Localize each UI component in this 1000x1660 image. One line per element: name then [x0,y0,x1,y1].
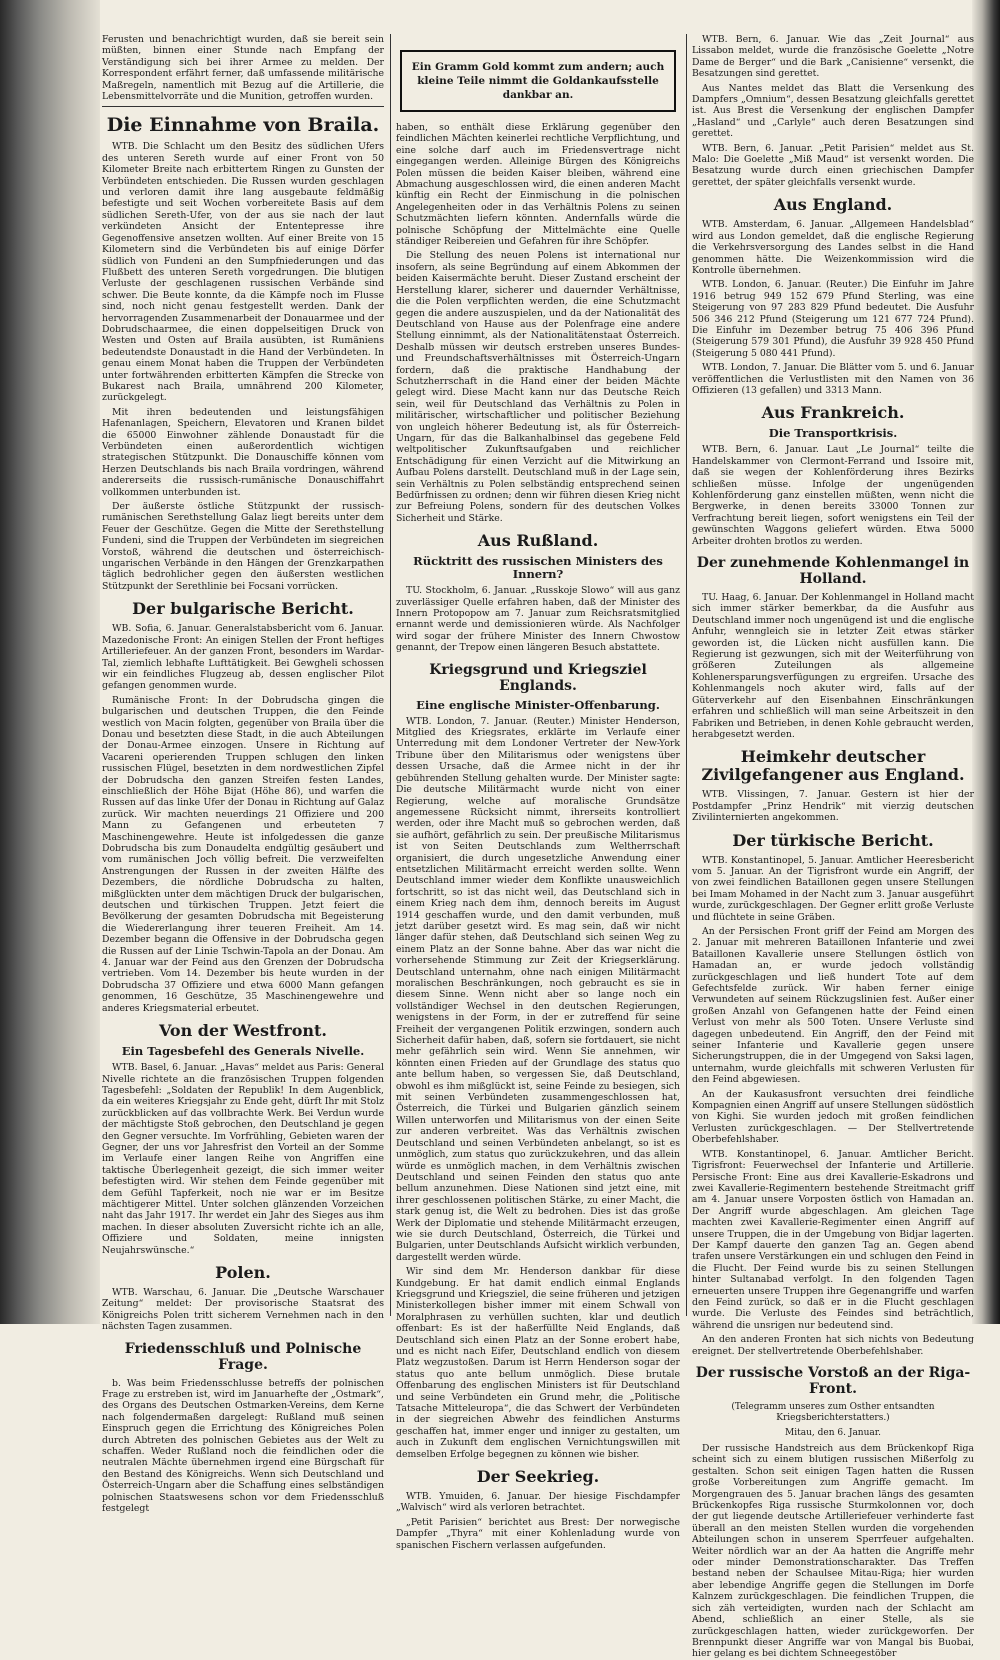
scan-edge-right [972,0,1000,1324]
article-paragraph: TU. Haag, 6. Januar. Der Kohlenmangel in Holland macht sich immer stärker bemerkbar, da die Ausfuhr aus Deutschland immer noch ungenügend ist und die englische Anfuhr, wenngleich sie in letzter Zeit etwas stärker geworden ist, die Lücken nicht ausfüllen kann. Die Regierung ist gezwungen, sich mit der Weiterführung von größeren Zuteilungen als allgemeine Kohlenersparungsverfügungen zu ergreifen. Ursache des Kohlenmangels noch akuter wird, falls auf der Güterverkehr auf den Eisenbahnen Einschränkungen erfahren und schließlich will man seine Arbeitszeit in den Fabriken und Betrieben, in denen Kohle gebraucht werden, herabgesetzt werden. [692,592,974,740]
kriegsgrund-subheadline: Eine englische Minister-Offenbarung. [416,697,660,712]
riga-headline: Der russische Vorstoß an der Riga-Front. [695,1365,971,1397]
riga-subheadline: (Telegramm unseres zum Osther entsandten Kriegsberichterstatters.) [731,1402,935,1423]
scan-edge-left [0,0,100,1324]
intro-paragraph: Ferusten und benachrichtigt wurden, daß sie bereit sein müßten, binnen einer Stunde nach Empfang der Verständigung sich bei ihrer Armee zu melden. Der Korrespondent erfährt ferner, daß umfassende militärische Maßregeln, namentlich mit Bezug auf die Artillerie, die Lebensmittelvorräte und die Munition, getroffen wurden. [102,34,384,103]
braila-headline: Die Einnahme von Braila. [106,114,380,137]
article-paragraph: WTB. Bern, 6. Januar. „Petit Parisien“ meldet aus St. Malo: Die Goelette „Miß Maud“ ist versenkt worden. Die Besatzung wurde durch einen griechischen Dampfer gerettet, der später gleichfalls versenkt wurde. [692,142,974,188]
article-paragraph: Die Stellung des neuen Polens ist international nur insofern, als seine Begründung auf einem Abkommen der beiden Kaisermächte beruht. Dieser Zustand erscheint der Herstellung klarer, sicherer und dauernder Verhältnisse, die die Polen verpflichten werden, die eine Schutzmacht gegen die andere auszuspielen, und da der Nationalität des Deutschland von Hause aus der Polenfrage eine andere Stellung einnimmt, als der Nationalitätenstaat Österreich. Deshalb müssen wir deutsch erstreben unseres Bundes- und Freundschaftsverhältnisses mit Österreich-Ungarn fordern, daß die praktische Handhabung der Schutzherrschaft in die Hand einer der beiden Mächte gelegt wird. Diese Macht kann nur das Deutsche Reich sein, weil für Deutschland das Verhältnis zu Polen in militärischer, wirtschaftlicher und politischer Beziehung von ungleich höherer Bedeutung ist, als für Österreich-Ungarn, für das die Balkanhalbinsel das gegebene Feld weltpolitischer Zukunftsaufgaben und reichlicher Entschädigung für einen Verzicht auf die Mitwirkung an Aufbau Polens darstellt. Deutschland muß in der Lage sein, sein Verhältnis zu Polen selbständig entsprechend seinen Bedürfnissen zu ordnen; denn wir führen diesen Krieg nicht zur Befreiung Polens, sondern für des deutschen Volkes Sicherheit und Stärke. [396,250,680,524]
article-paragraph: Der russische Handstreich aus dem Brückenkopf Riga scheint sich zu einem blutigen russischen Mißerfolg zu gestalten. Schon seit einigen Tagen hatten die Russen große Vorbereitungen zum Angriffe gemacht. Im Morgengrauen des 5. Januar brachen längs des gesamten Brückenkopfes Riga russische Sturmkolonnen vor, doch der gut liegende deutsche Artilleriefeuer verhinderte fast überall an den meisten Stellen wurden die vorgehenden Abteilungen schon in unserem Sperrfeuer aufgehalten. Weiter nördlich war an der Aa hatten die Angriffe mehr oder minder Demonstrationscharakter. Das Treffen bestand neben der Schaulsee Mitau-Riga; hier wurden aber lebendige Angriffe gegen die Stellungen im Dorfe Kalnzem zurückgeschlagen. Die feindlichen Truppen, die sich zäh verteidigten, wurden nach der Schlacht am Abend, schließlich an einer Stelle, als sie zurückgeschlagen hatten, wieder zurückgeworfen. Der Brennpunkt dieser Angriffe war von Mangal bis Buobai, hier gelang es bei dichtem Schneegestöber [692,1443,974,1660]
article-paragraph: WTB. Bern, 6. Januar. Laut „Le Journal“ teilte die Handelskammer von Clermont-Ferrand und Issoire mit, daß sie wegen der Kohlenförderung ihres Bezirks schließen müsse. Infolge der ungenügenden Kohlenförderung ganz einstellen müßten, wenn nicht die Bergwerke, in denen bereits 33000 Tonnen zur Verfrachtung bereit liegen, sofort wenigstens ein Teil der gewünschten Waggons geliefert würden. Etwa 5000 Arbeiter drohten brotlos zu werden. [692,444,974,547]
article-paragraph: WB. Sofia, 6. Januar. Generalstabsbericht vom 6. Januar. Mazedonische Front: An einigen Stellen der Front heftiges Artilleriefeuer. An der ganzen Front, besonders im Wardar-Tal, ziemlich lebhafte Lufttätigkeit. Bei Gewgheli schossen wir ein feindliches Flugzeug ab, dessen englischer Pilot gefangen genommen wurde. [102,623,384,692]
westfront-headline: Von der Westfront. [158,1021,327,1041]
article-paragraph: WTB. Vlissingen, 7. Januar. Gestern ist hier der Postdampfer „Prinz Hendrik“ mit vierzig deutschen Zivilinternierten angekommen. [692,789,974,824]
article-paragraph: WTB. London, 7. Januar. Die Blätter vom 5. und 6. Januar veröffentlichen die Verlustlisten mit den Namen von 36 Offizieren (13 gefallen) und 3313 Mann. [692,362,974,396]
tuerkei-headline: Der türkische Bericht. [732,830,934,850]
england-headline: Aus England. [773,195,893,215]
article-paragraph: WTB. Die Schlacht um den Besitz des südlichen Ufers des unteren Sereth wurde auf einer Front von 50 Kilometer Breite nach erbittertem Ringen zu Gunsten der Verbündeten entschieden. Die Russen wurden geschlagen und verloren damit ihre lang ausgebaute feldmäßig befestigte und seit Wochen vorbereitete Basis auf dem südlichen Sereth-Ufer, von der aus sie nach der laut verkündeten Ansicht der Ententepresse ihre Gegenoffensive ansetzen wollten. Auf einer Breite von 15 Kilometern sind die Verbündeten bis auf einige Dörfer südlich von Fundeni an den Sumpfniederungen und das Flußbett des unteren Sereth vorgedrungen. Die blutigen Verluste der geschlagenen russischen Verbände sind schwer. Die Beute konnte, da die Kämpfe noch im Flusse sind, noch nicht genau festgestellt werden. Dank der hervorragenden Zusammenarbeit der Donauarmee und der Dobrudschaarmee, die einen doppelseitigen Druck von Westen und Osten auf Braila ausübten, ist Rumäniens bedeutendste Donaustadt in die Hand der Verbündeten. In genau einem Monat haben die Truppen der Verbündeten unter fortwährenden erbitterten Kämpfen die Strecke von Bukarest nach Braila, umnährend 200 Kilometer, zurückgelegt. [102,141,384,404]
article-paragraph: Mit ihren bedeutenden und leistungsfähigen Hafenanlagen, Speichern, Elevatoren und Kranen bildet die 65000 Einwohner zählende Donaustadt für die Verbündeten einen außerordentlich wichtigen strategischen Stützpunkt. Die Donauschiffe können vom Herzen Deutschlands bis nach Braila vordringen, während andererseits die russisch-rumänische Donauschiffahrt vollkommen unterbunden ist. [102,406,384,498]
article-paragraph: „Petit Parisien“ berichtet aus Brest: Der norwegische Dampfer „Thyra“ mit einer Kohlenladung wurde von spanischen Fischern verlassen aufgefunden. [396,1516,680,1551]
frankreich-subheadline: Die Transportkrisis. [768,426,898,441]
section-divider [102,106,384,107]
bulgarian-report-headline: Der bulgarische Bericht. [132,599,354,619]
article-paragraph: WTB. London, 6. Januar. (Reuter.) Die Einfuhr im Jahre 1916 betrug 949 152 679 Pfund Sterling, was eine Steigerung von 97 283 829 Pfund bedeutet. Die Ausfuhr 506 346 212 Pfund (Steigerung um 121 677 724 Pfund). Die Einfuhr im Dezember betrug 75 406 396 Pfund (Steigerung 579 301 Pfund), die Ausfuhr 39 928 450 Pfund (Steigerung 5 080 441 Pfund). [692,279,974,359]
article-paragraph: TU. Stockholm, 6. Januar. „Russkoje Slowo“ will aus ganz zuverlässiger Quelle erfahren haben, daß der Minister des Innern Protopopow am 7. Januar zum Reichsratsmitglied ernannt werde und demissionieren würde. Als Nachfolger wird sogar der frühere Minister des Innern Chwostow genannt, der Trepow einen längeren Besuch abstattete. [396,585,680,654]
article-paragraph: WTB. Basel, 6. Januar. „Havas“ meldet aus Paris: General Nivelle richtete an die französischen Truppen folgenden Tagesbefehl: „Soldaten der Republik! In dem Augenblick, da ein weiteres Kriegsjahr zu Ende geht, dürft Ihr mit Stolz zurückblicken auf das vollbrachte Werk. Bei Verdun wurde der mächtigste Stoß gebrochen, den Deutschland je gegen den Gegner versuchte. Im Vorfrühling, Gebieten waren der Gegner, der uns vor Jahresfrist den Vorteil an der Somme im Verlaufe einer langen Reihe von Angriffen eine taktische Überlegenheit gezeigt, die sich immer weiter befestigten wird. Wir stehen dem Feinde gegenüber mit dem Gefühl Tapferkeit, noch nie war er im Besitze mächtigerer Mittel. Unter solchen glänzenden Vorzeichen naht das Jahr 1917. Ihr werdet ein Jahr des Sieges aus ihm machen. In dieser absoluten Zuversicht richte ich an alle, Offiziere und Soldaten, meine innigsten Neujahrswünsche.“ [102,1062,384,1256]
right-column [692,34,974,1660]
article-paragraph: WTB. Bern, 6. Januar. Wie das „Zeit Journal“ aus Lissabon meldet, wurde die französische Goelette „Notre Dame de Berger“ und die Bark „Canisienne“ versenkt, die Besatzungen sind gerettet. [692,34,974,80]
article-paragraph: Der äußerste östliche Stützpunkt der russisch-rumänischen Serethstellung Galaz liegt bereits unter dem Feuer der Geschütze. Gegen die Mitte der Serethstellung Fundeni, sind die Truppen der Verbündeten im siegreichen Vorstoß, während die deutschen und österreichisch-ungarischen Verbände in den Hängen der Grenzkarpathen täglich bedrohlicher gegen den äußersten westlichen Stützpunkt der Serethlinie bei Focsani vorrücken. [102,501,384,592]
heimkehr-headline: Heimkehr deutscher Zivilgefangener aus England. [701,747,965,785]
gold-notice-box: Ein Gramm Gold kommt zum andern; auch kleine Teile nimmt die Goldankaufsstelle dankbar an. [400,50,676,112]
article-paragraph: haben, so enthält diese Erklärung gegenüber den feindlichen Mächten keinerlei rechtliche Verpflichtung, und eine solche darf auch im Friedensvertrage nicht eingegangen werden. Alleinige Bürgen des Königreichs Polen müssen die beiden Kaiser bleiben, während eine Abmachung ausgeschlossen wird, die einen anderen Macht künftig ein Recht der Einmischung in die polnischen Angelegenheiten oder in das Verhältnis Polens zu seinen Schutzmächten liefern könnten. Andernfalls würde die polnische Schöpfung der Mittelmächte eine Quelle ständiger Reibereien und Gefahren für ihre Schöpfer. [396,122,680,248]
left-column [102,34,384,1515]
article-paragraph: WTB. Konstantinopel, 6. Januar. Amtlicher Bericht. Tigrisfront: Feuerwechsel der Infanterie und Artillerie. Persische Front: Eine aus drei Kavallerie-Eskadrons und zwei Kavallerie-Regimentern bestehende Streitmacht griff am 4. Januar unsere Vorposten östlich von Hamadan an. Der Angriff wurde abgeschlagen. Am gleichen Tage machten zwei Kavallerie-Regimenter einen Angriff auf unsere Truppen, die in der Umgebung von Bidjar lagerten. Der Kampf dauerte den ganzen Tag an. Gegen abend trafen unsere Verstärkungen ein und schlugen den Feind in die Flucht. Der Feind wurde bis zu seinen Stellungen hinter Sultanabad verfolgt. In den folgenden Tagen erneuerten unsere Truppen ihre Gegenangriffe und warfen den Feind zurück, so daß er in die Flucht geschlagen wurde. Die Verluste des Feindes sind beträchtlich, während die unsrigen nur bedeutend sind. [692,1148,974,1331]
seekrieg-headline: Der Seekrieg. [476,1467,600,1487]
article-paragraph: An der Kaukasusfront versuchten drei feindliche Kompagnien einen Angriff auf unsere Stellungen südöstlich von Kighi. Sie wurden jedoch mit großen feindlichen Verlusten zurückgeschlagen. — Der Stellvertretende Oberbefehlshaber. [692,1088,974,1146]
article-paragraph: WTB. Amsterdam, 6. Januar. „Allgemeen Handelsblad“ wird aus London gemeldet, daß die englische Regierung die Verkehrsversorgung des Landes selbst in die Hand genommen hätte. Die Weizenkommission wird die Kontrolle übernehmen. [692,219,974,276]
holland-headline: Der zunehmende Kohlenmangel in Holland. [696,555,970,588]
article-paragraph: WTB. Ymuiden, 6. Januar. Der hiesige Fischdampfer „Walvisch“ wird als verloren betrachtet. [396,1491,680,1514]
polen-headline: Polen. [215,1263,271,1282]
frankreich-headline: Aus Frankreich. [761,403,905,423]
article-paragraph: Rumänische Front: In der Dobrudscha gingen die bulgarischen und deutschen Truppen, die den Feinde westlich von Macin folgten, gegenüber von Braila über die Donau und besetzten diese Stadt, in die auch Abteilungen der Donau-Armee einzogen. Unsere in Richtung auf Vacareni operierenden Truppen schlugen den linken russischen Flügel, besetzten in dem nordwestlichen Zipfel der Dobrudscha den ganzen Streifen festen Landes, einschließlich der Höhe Bijat (Höhe 86), und warfen die Russen auf das linke Ufer der Donau in Richtung auf Galaz zurück. Wir machten neuerdings 21 Offiziere und 200 Mann zu Gefangenen und erbeuteten 7 Maschinengewehre. Heute ist infolgedessen die ganze Dobrudscha bis zum Donaudelta endgültig gesäubert und vom rumänischen Joch völlig befreit. Die verzweifelten Anstrengungen der Russen in der zweiten Hälfte des Dezembers, die nördliche Dobrudscha zu halten, mißglückten unter dem mächtigen Druck der bulgarischen, deutschen und türkischen Truppen. Jetzt feiert die Bevölkerung der gesamten Dobrudscha mit Begeisterung die Wiedererlangung ihrer teueren Freiheit. Am 14. Dezember begann die Offensive in der Dobrudscha gegen die Russen auf der Linie Tschwin-Tapola an der Donau. Am 4. Januar war der Feind aus den Grenzen der Dobrudscha vertrieben. Vom 14. Dezember bis heute wurden in der Dobrudscha 37 Offiziere und etwa 6000 Mann gefangen genommen, 16 Geschütze, 35 Maschinengewehre und anderes Kriegsmaterial erbeutet. [102,694,384,1014]
article-paragraph: An der Persischen Front griff der Feind am Morgen des 2. Januar mit mehreren Bataillonen Infanterie und zwei Bataillonen Kavallerie unsere Stellungen östlich von Hamadan an, er wurde jedoch vollständig zurückgeschlagen und ließ hundert Tote auf dem Gefechtsfelde zurück. Wir haben ferner einige Verwundeten auf seinem Rückzugslinien fest. Außer einer großen Anzahl von Gefangenen hatte der Feind einen Verlust von mehr als 500 Toten. Unsere Verluste sind dagegen unbedeutend. Ein Angriff, den der Feind mit seiner Infanterie und Kavallerie gegen unsere Sicherungstruppen, die in der Umgegend von Saksi lagen, unternahm, wurde gleichfalls mit schweren Verlusten für den Feind abgewiesen. [692,925,974,1086]
column-rule [390,34,391,1316]
westfront-subheadline: Ein Tagesbefehl des Generals Nivelle. [121,1044,365,1059]
article-paragraph: Wir sind dem Mr. Henderson dankbar für diese Kundgebung. Er hat damit endlich einmal Englands Kriegsgrund und Kriegsziel, die seine früheren und jetzigen Ministerkollegen bisher immer mit einem Schwall von Moralphrasen zu verhüllen suchten, klar und deutlich offenbart: Es ist der haßerfüllte Neid Englands, daß Deutschland sich einen Platz an der Sonne erobert habe, und es nicht nach Eifer, Deutschland endlich von diesem Platz wegzustoßen. Darum ist Herrn Henderson sogar der status quo ante bellum unmöglich. Diese brutale Offenbarung des englischen Ministers ist für Deutschland und seine Verbündeten ein Grund mehr, die „Politische Tatsache Mitteleuropa“, die das Schwert der Verbündeten in der siegreichen Abwehr des feindlichen Ansturms geschaffen hat, immer enger und inniger zu gestalten, um auch in Zukunft dem englischen Vernichtungswillen mit demselben Erfolge begegnen zu können wie bisher. [396,1266,680,1460]
friedensschluss-headline: Friedensschluß und Polnische Frage. [124,1340,362,1373]
article-paragraph: An den anderen Fronten hat sich nichts von Bedeutung ereignet. Der stellvertretende Oberbefehlshaber. [692,1334,974,1357]
column-rule [686,34,687,1316]
article-paragraph: WTB. Warschau, 6. Januar. Die „Deutsche Warschauer Zeitung“ meldet: Der provisorische Staatsrat des Königreichs Polen tritt sicherem Vernehmen nach in den nächsten Tagen zusammen. [102,1287,384,1333]
article-paragraph: Aus Nantes meldet das Blatt die Versenkung des Dampfers „Omnium“, dessen Besatzung gleichfalls gerettet ist. Aus Brest die Versenkung der englischen Dampfer „Hasland“ und „Carlyle“ auch deren Besatzungen sind gerettet. [692,82,974,140]
article-paragraph: WTB. London, 7. Januar. (Reuter.) Minister Henderson, Mitglied des Kriegsrates, erklärte im Verlaufe einer Unterredung mit dem Londoner Vertreter der New-York Tribune über den Militarismus oder wenigstens über dessen Ursache, daß die Armee nicht in der ihr gebührenden Stellung gehalten wurde. Der Minister sagte: Die deutsche Militärmacht wurde nicht von einer Regierung, welche auf moralische Grundsätze angemessene Rücksicht nimmt, ihrerseits kontrolliert werden, oder ihre Macht muß so gebrochen werden, daß sie aufhört, gefährlich zu sein. Der preußische Militarismus ist von Seiten Deutschlands zum Weltherrschaft organisiert, die durch ungesetzliche Anwendung einer entsetzlichen Militärmacht erreicht werden sollte. Wenn Deutschland immer wieder dem Konflikte unausweichlich fortschritt, so ist das nicht weil, das Deutschland sich in einem Krieg nach dem ihm, dennoch bereits im August 1914 geschaffen wurde, und den damit verbunden, muß jetzt darüber gesetzt wird. Es mag sein, daß wir nicht länger dafür stehen, daß Deutschland sich seinen Weg zu einem Platz an der Sonne bahne. Aber das war nicht die vorhersehende Stimmung zur Zeit der Kriegserklärung. Deutschland unternahm, ohne nach einigen Militärmacht moralischen Beschränkungen, noch gebraucht es sie in diesem Sinne. Wenn nicht aber so lange noch ein vollständiger Wechsel in den deutschen Regierungen, wenigstens in der Form, in der er zutreffend für seine Freiheit der vergangenen Politik erzwingen, sondern auch Sicherheit dafür haben, daß, sofern sie fortdauert, sie nicht mehr gefährlich sein wird. Wenn Sie annehmen, wir könnten einen Frieden auf der Grundlage des status quo ante bellum haben, so vergessen Sie, daß Deutschland, obwohl es ihm mißglückt ist, seine Feinde zu besiegen, sich mit seinen Verbündeten zusammengeschlossen hat, Österreich, die Türkei und Bulgarien gänzlich seinem Willen unterworfen und Militarismus von der einen Seite zur anderen verbreitet. Was das Verhältnis zwischen Deutschland und seinen Verbündeten anbelangt, so ist es unmöglich, zum status quo zurückzukehren, und das allein würde es unmöglich machen, in dem Verhältnis zwischen Deutschland und seinen Feinden den status quo ante bellum anzunehmen. Diese Nationen sind jetzt eine, mit ihrer geschlossenen politischen Stärke, zu einer Macht, die stark genug ist, die Welt zu bedrohen. Dies ist das große Werk der Diplomatie und stehende Militärmacht erzeugen, wie sie durch Deutschland, Österreich, die Türkei und Bulgarien, unter Deutschlands Aufsicht wirklich verbunden, dargestellt werden würde. [396,715,680,1263]
middle-column [396,34,680,1551]
article-paragraph: b. Was beim Friedensschlusse betreffs der polnischen Frage zu erstreben ist, wird im Januarhefte der „Ostmark“, des Organs des Deutschen Ostmarken-Vereins, dem Kerne nach folgendermaßen dargelegt: Rußland muß seinen Einspruch gegen die Errichtung des Königreiches Polen durch Abtreten des polnischen Gebietes aus der Welt zu schaffen. Weder Rußland noch die feindlichen oder die neutralen Mächte übernehmen irgend eine Bürgschaft für den Bestand des Königreichs. Wenn sich Deutschland und Österreich-Ungarn aber die Schaffung eines selbständigen polnischen Staatswesens schon vor dem Friedensschluß festgelegt [102,1377,384,1515]
russland-headline: Aus Rußland. [477,531,599,551]
article-paragraph: WTB. Konstantinopel, 5. Januar. Amtlicher Heeresbericht vom 5. Januar. An der Tigrisfront wurde ein Angriff, der von zwei feindlichen Bataillonen gegen unsere Stellungen bei Imam Mohamed in der Nacht zum 3. Januar ausgeführt wurde, zurückgeschlagen. Der Gegner erlitt große Verluste und flüchtete in seine Gräben. [692,854,974,923]
russland-subheadline: Rücktritt des russischen Ministers des Innern? [413,554,663,582]
riga-dateline: Mitau, den 6. Januar. [785,1428,881,1438]
kriegsgrund-headline: Kriegsgrund und Kriegsziel Englands. [429,661,647,694]
newspaper-page [102,34,976,1660]
